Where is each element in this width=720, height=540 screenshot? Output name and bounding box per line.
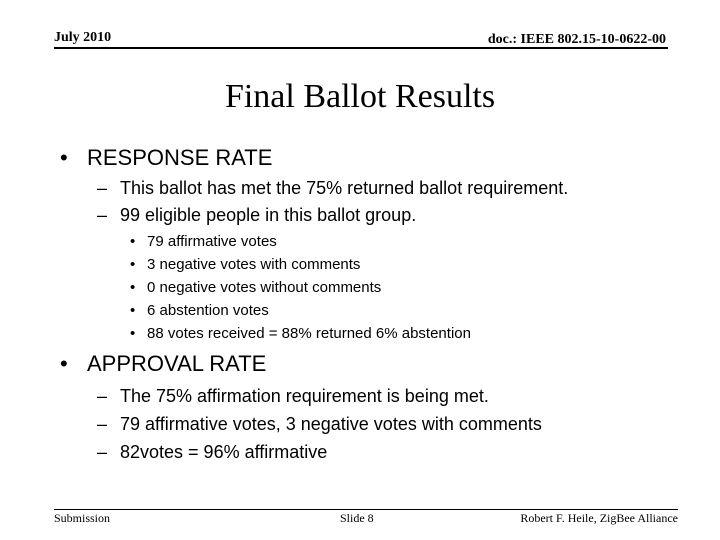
sub-list-item-text: 79 affirmative votes	[147, 233, 277, 250]
bullet-dash: –	[97, 386, 108, 406]
sub-list-item-text: 6 abstention votes	[147, 302, 269, 319]
bullet-dash: –	[97, 414, 108, 434]
bullet-dot: •	[130, 256, 136, 273]
sub-list-item-text: 88 votes received = 88% returned 6% abstention	[147, 325, 471, 342]
list-item-text: 99 eligible people in this ballot group.	[120, 205, 417, 225]
section-heading-text: APPROVAL RATE	[87, 351, 267, 376]
list-item-text: 79 affirmative votes, 3 negative votes with comments	[120, 414, 542, 434]
footer-author: Robert F. Heile, ZigBee Alliance	[520, 511, 678, 525]
header-doc-id: doc.: IEEE 802.15-10-0622-00	[487, 32, 666, 47]
sub-list-item-text: 3 negative votes with comments	[147, 256, 361, 273]
bullet-dot: •	[130, 325, 136, 342]
sub-list-item-text: 0 negative votes without comments	[147, 279, 382, 296]
bullet-dot: •	[130, 302, 136, 319]
header-date: July 2010	[54, 30, 112, 45]
list-item-text: 82votes = 96% affirmative	[120, 442, 328, 462]
section-heading-text: RESPONSE RATE	[87, 145, 273, 170]
footer-submission: Submission	[54, 511, 111, 525]
bullet-dot: •	[60, 145, 68, 170]
bullet-dash: –	[97, 178, 108, 198]
footer-slide-number: Slide 8	[340, 511, 374, 525]
slide-title: Final Ballot Results	[224, 78, 496, 115]
list-item-text: This ballot has met the 75% returned ballot requirement.	[120, 178, 569, 198]
bullet-dot: •	[130, 279, 136, 296]
bullet-dash: –	[97, 442, 108, 462]
bullet-dot: •	[60, 351, 68, 376]
footer-rule	[54, 509, 678, 510]
list-item-text: The 75% affirmation requirement is being met.	[120, 386, 489, 406]
header-rule	[54, 47, 668, 49]
bullet-dash: –	[97, 205, 108, 225]
bullet-dot: •	[130, 233, 136, 250]
